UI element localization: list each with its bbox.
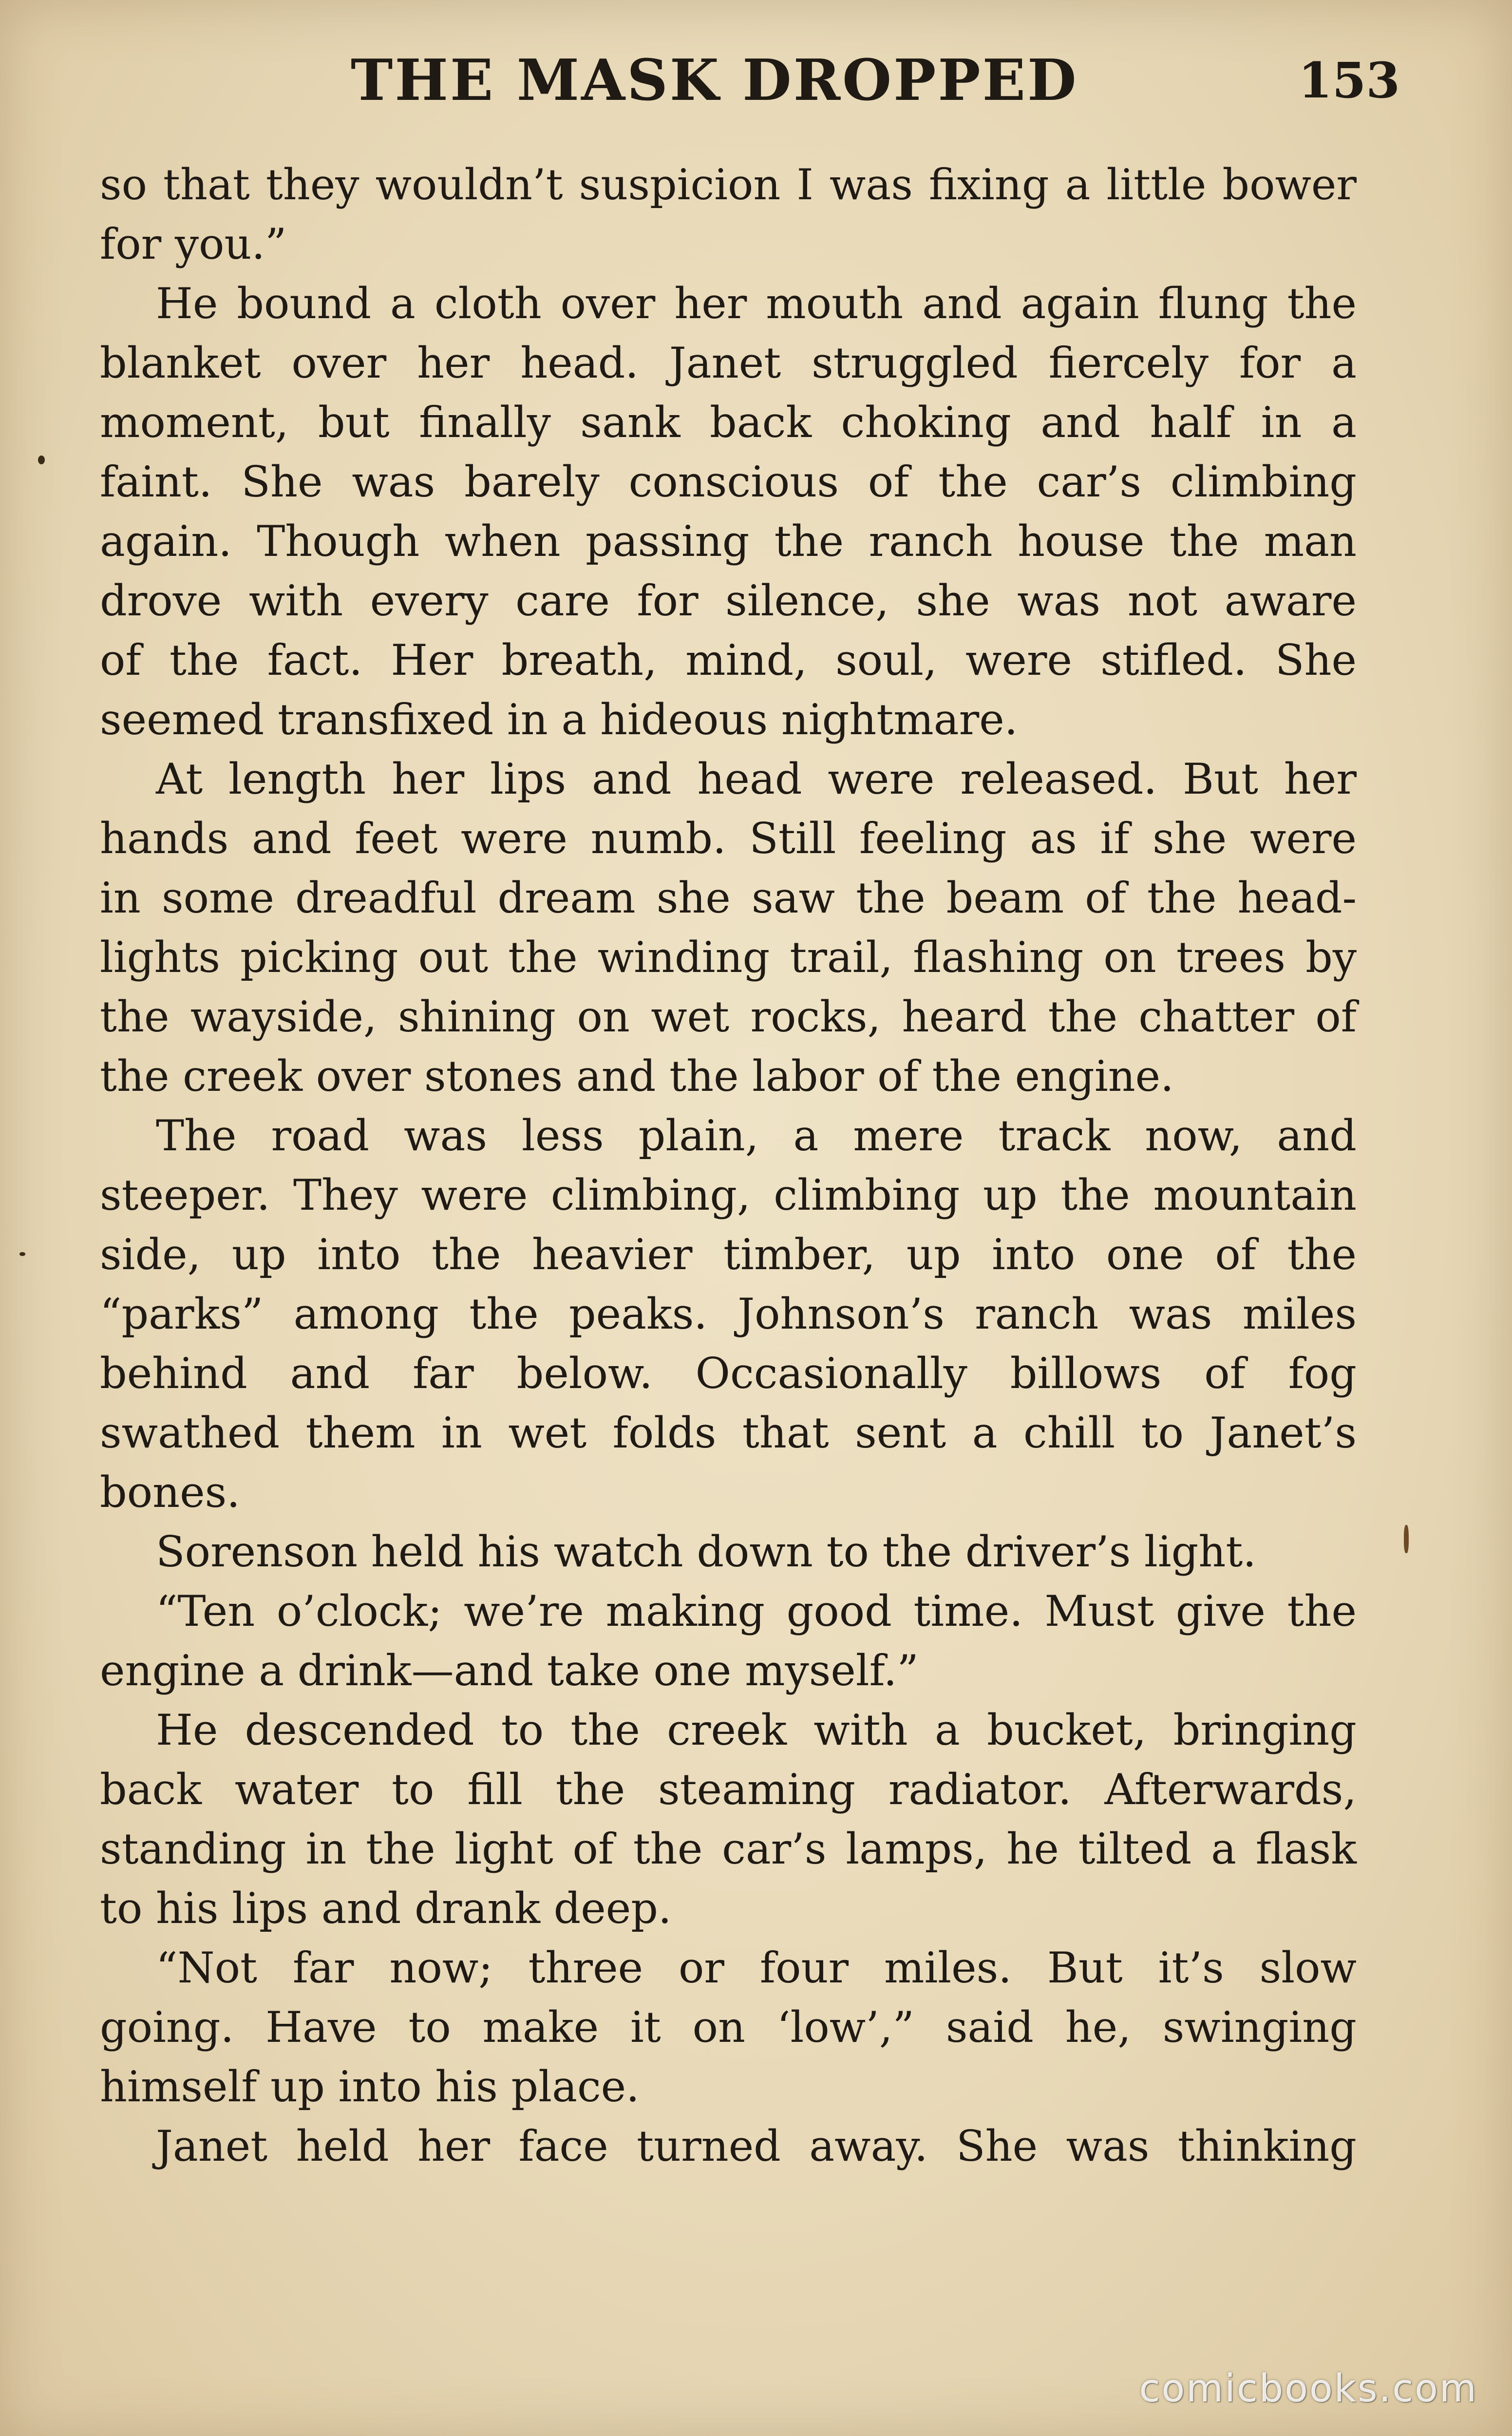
text-line: He descended to the creek with a bucket, bringing [156,1705,1357,1755]
text-line: steeper. They were climbing, climbing up the mountain [100,1170,1357,1220]
text-line: standing in the light of the car’s lamps, he tilted a flask [100,1824,1357,1874]
watermark-text: comicbooks.com [1139,2367,1478,2411]
text-line: moment, but finally sank back choking and half in a [100,398,1357,447]
text-line: himself up into his place. [100,2062,640,2112]
paper-speck [1404,1525,1409,1553]
text-line: the creek over stones and the labor of the engine. [100,1051,1174,1101]
text-line: seemed transfixed in a hideous nightmare. [100,695,1018,744]
text-line: drove with every care for silence, she was not aware [100,576,1357,626]
body-text [100,155,1357,2176]
text-line: engine a drink—and take one myself.” [100,1646,919,1695]
paper-speck [19,1252,25,1256]
running-head-title: THE MASK DROPPED [351,47,1078,114]
text-line: side, up into the heavier timber, up into one of the [100,1230,1357,1279]
text-line: blanket over her head. Janet struggled fiercely for a [100,338,1357,388]
text-line: At length her lips and head were released. But her [156,754,1357,804]
text-line: “parks” among the peaks. Johnson’s ranch was miles [100,1289,1357,1339]
text-line: again. Though when passing the ranch house the man [100,516,1357,566]
text-line: lights picking out the winding trail, flashing on trees by [100,933,1357,982]
text-line: of the fact. Her breath, mind, soul, were stifled. She [100,635,1357,685]
text-line: He bound a cloth over her mouth and again flung the [156,279,1357,328]
text-line: in some dreadful dream she saw the beam of the head- [100,873,1357,923]
text-line: so that they wouldn’t suspicion I was fixing a little bower [100,160,1357,209]
text-line: the wayside, shining on wet rocks, heard the chatter of [100,992,1357,1042]
page-number: 153 [1298,52,1400,109]
text-line: hands and feet were numb. Still feeling as if she were [100,814,1357,863]
text-line: swathed them in wet folds that sent a chill to Janet’s [100,1408,1357,1458]
text-line: going. Have to make it on ‘low’,” said he, swinging [100,2002,1357,2052]
text-line: bones. [100,1467,240,1517]
text-line: for you.” [100,219,287,269]
text-line: Sorenson held his watch down to the driver’s light. [156,1527,1256,1577]
text-line: “Not far now; three or four miles. But it’s slow [156,1943,1357,1993]
text-line: faint. She was barely conscious of the car’s climbing [100,457,1357,507]
text-line: behind and far below. Occasionally billows of fog [100,1349,1357,1398]
text-line: to his lips and drank deep. [100,1884,672,1933]
running-head [97,44,1400,117]
text-line: back water to fill the steaming radiator. Afterwards, [100,1765,1357,1814]
text-line: “Ten o’clock; we’re making good time. Must give the [156,1586,1357,1636]
paper-speck [38,456,45,464]
text-line: Janet held her face turned away. She was thinking [156,2121,1357,2171]
text-line: The road was less plain, a mere track now, and [156,1111,1357,1161]
